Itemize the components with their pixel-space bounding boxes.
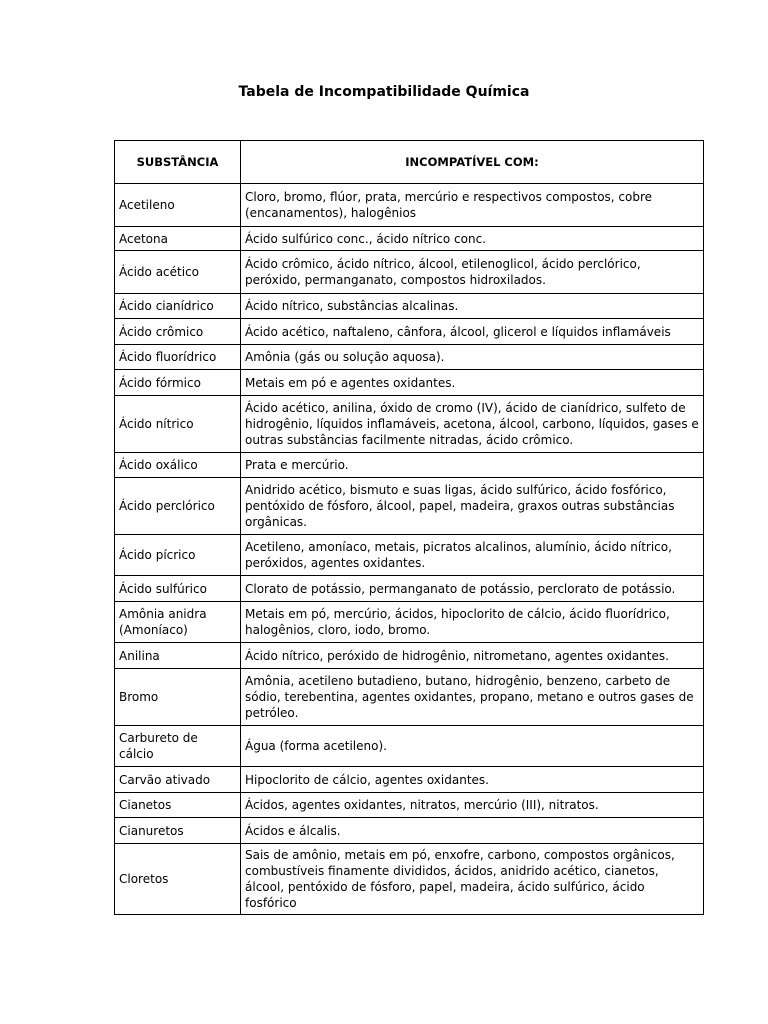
incompatible-cell: Prata e mercúrio. — [241, 453, 704, 478]
table-row — [115, 669, 704, 726]
substance-cell: Carbureto de cálcio — [115, 726, 241, 767]
substance-cell: Acetona — [115, 227, 241, 251]
incompatible-cell: Hipoclorito de cálcio, agentes oxidantes. — [241, 767, 704, 793]
substance-cell: Ácido sulfúrico — [115, 576, 241, 602]
substance-cell: Anilina — [115, 643, 241, 669]
incompatible-cell: Ácido sulfúrico conc., ácido nítrico conc. — [241, 227, 704, 251]
incompatible-cell: Ácidos e álcalis. — [241, 818, 704, 844]
incompatibility-table — [114, 140, 704, 915]
substance-cell: Amônia anidra (Amoníaco) — [115, 602, 241, 643]
incompatible-cell: Ácido acético, anilina, óxido de cromo (IV), ácido de cianídrico, sulfeto de hidrogênio, líquidos inflamáveis, acetona, álcool, carbono, líquidos, gases e outras substâncias facilmente nitradas, ácido crômico. — [241, 396, 704, 453]
incompatible-cell: Cloro, bromo, flúor, prata, mercúrio e respectivos compostos, cobre (encanamentos), halogênios — [241, 184, 704, 227]
table-row — [115, 643, 704, 669]
table-row — [115, 478, 704, 535]
substance-cell: Ácido crômico — [115, 319, 241, 345]
table-row — [115, 370, 704, 396]
table-row — [115, 602, 704, 643]
substance-cell: Ácido fluorídrico — [115, 345, 241, 370]
substance-cell: Ácido pícrico — [115, 535, 241, 576]
table-header-row — [115, 141, 704, 184]
incompatible-cell: Ácido acético, naftaleno, cânfora, álcool, glicerol e líquidos inflamáveis — [241, 319, 704, 345]
table-row — [115, 251, 704, 294]
incompatible-cell: Ácido crômico, ácido nítrico, álcool, etilenoglicol, ácido perclórico, peróxido, permanganato, compostos hidroxilados. — [241, 251, 704, 294]
table-row — [115, 396, 704, 453]
incompatible-cell: Ácido nítrico, substâncias alcalinas. — [241, 294, 704, 319]
substance-cell: Cianetos — [115, 793, 241, 818]
column-header-substance: SUBSTÂNCIA — [115, 141, 241, 184]
incompatible-cell: Acetileno, amoníaco, metais, picratos alcalinos, alumínio, ácido nítrico, peróxidos, agentes oxidantes. — [241, 535, 704, 576]
incompatible-cell: Metais em pó, mercúrio, ácidos, hipoclorito de cálcio, ácido fluorídrico, halogênios, cloro, iodo, bromo. — [241, 602, 704, 643]
table-row — [115, 294, 704, 319]
table-row — [115, 319, 704, 345]
table-row — [115, 726, 704, 767]
substance-cell: Cloretos — [115, 844, 241, 915]
substance-cell: Ácido acético — [115, 251, 241, 294]
column-header-incompatible: INCOMPATÍVEL COM: — [241, 141, 704, 184]
substance-cell: Ácido nítrico — [115, 396, 241, 453]
incompatible-cell: Amônia (gás ou solução aquosa). — [241, 345, 704, 370]
table-row — [115, 184, 704, 227]
table-row — [115, 576, 704, 602]
table-row — [115, 453, 704, 478]
substance-cell: Ácido oxálico — [115, 453, 241, 478]
incompatible-cell: Água (forma acetileno). — [241, 726, 704, 767]
table-row — [115, 345, 704, 370]
incompatible-cell: Ácido nítrico, peróxido de hidrogênio, nitrometano, agentes oxidantes. — [241, 643, 704, 669]
table-row — [115, 227, 704, 251]
incompatible-cell: Clorato de potássio, permanganato de potássio, perclorato de potássio. — [241, 576, 704, 602]
substance-cell: Bromo — [115, 669, 241, 726]
document-title: Tabela de Incompatibilidade Química — [238, 84, 530, 100]
substance-cell: Carvão ativado — [115, 767, 241, 793]
substance-cell: Ácido fórmico — [115, 370, 241, 396]
substance-cell: Cianuretos — [115, 818, 241, 844]
incompatible-cell: Amônia, acetileno butadieno, butano, hidrogênio, benzeno, carbeto de sódio, terebentina, agentes oxidantes, propano, metano e outros gases de petróleo. — [241, 669, 704, 726]
substance-cell: Ácido cianídrico — [115, 294, 241, 319]
incompatible-cell: Ácidos, agentes oxidantes, nitratos, mercúrio (III), nitratos. — [241, 793, 704, 818]
substance-cell: Ácido perclórico — [115, 478, 241, 535]
table-row — [115, 767, 704, 793]
table-row — [115, 844, 704, 915]
incompatible-cell: Anidrido acético, bismuto e suas ligas, ácido sulfúrico, ácido fosfórico, pentóxido de fósforo, álcool, papel, madeira, graxos outras substâncias orgânicas. — [241, 478, 704, 535]
table-row — [115, 793, 704, 818]
table-row — [115, 535, 704, 576]
incompatible-cell: Sais de amônio, metais em pó, enxofre, carbono, compostos orgânicos, combustíveis finamente divididos, ácidos, anidrido acético, cianetos, álcool, pentóxido de fósforo, papel, madeira, ácido sulfúrico, ácido fosfórico — [241, 844, 704, 915]
incompatible-cell: Metais em pó e agentes oxidantes. — [241, 370, 704, 396]
substance-cell: Acetileno — [115, 184, 241, 227]
table-row — [115, 818, 704, 844]
